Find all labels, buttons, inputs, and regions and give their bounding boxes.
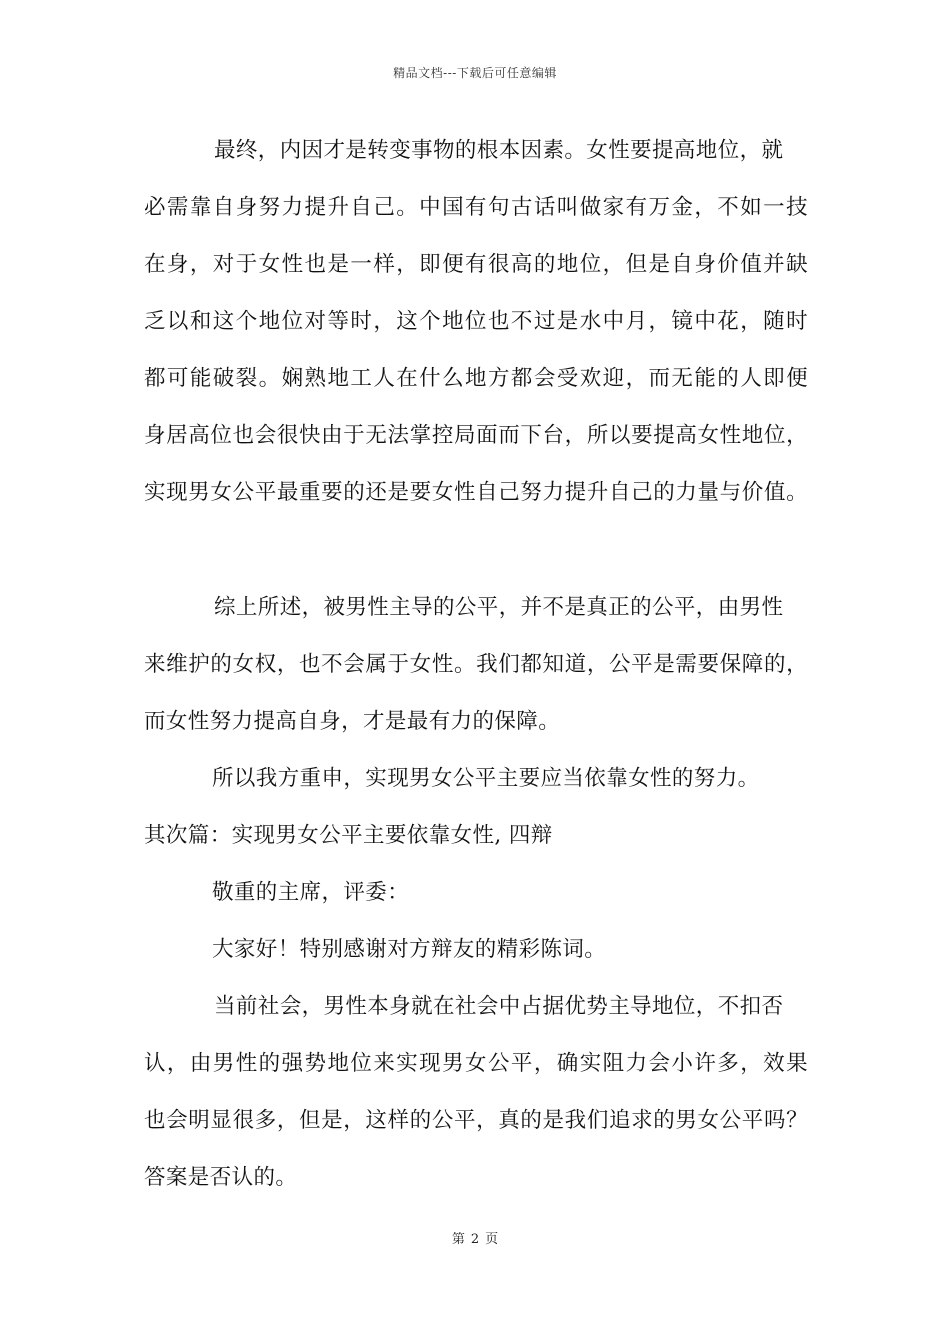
paragraph-line: 来维护的女权，也不会属于女性。我们都知道，公平是需要保障的， <box>144 652 808 677</box>
paragraph-line: 当前社会，男性本身就在社会中占据优势主导地位，不扣否 <box>214 994 784 1019</box>
salutation: 敬重的主席，评委： <box>212 880 410 905</box>
page-number-prefix: 第 <box>451 1232 465 1247</box>
page-footer <box>0 1228 950 1247</box>
paragraph-line: 都可能破裂。娴熟地工人在什么地方都会受欢迎，而无能的人即便 <box>144 366 808 391</box>
paragraph-line: 认，由男性的强势地位来实现男女公平，确实阻力会小许多，效果 <box>144 1051 808 1076</box>
page-number-suffix: 页 <box>485 1232 499 1247</box>
page-header: 精品文档---下载后可任意编辑 <box>393 66 557 80</box>
page-number: 2 <box>470 1232 480 1247</box>
paragraph-line: 所以我方重申，实现男女公平主要应当依靠女性的努力。 <box>212 766 760 791</box>
greeting: 大家好！特别感谢对方辩友的精彩陈词。 <box>212 937 607 962</box>
paragraph-line: 答案是否认的。 <box>144 1165 298 1190</box>
paragraph-line: 身居高位也会很快由于无法掌控局面而下台，所以要提高女性地位， <box>144 423 808 448</box>
paragraph-line: 乏以和这个地位对等时，这个地位也不过是水中月，镜中花，随时 <box>144 309 808 334</box>
paragraph-line: 最终，内因才是转变事物的根本因素。女性要提高地位，就 <box>214 138 784 163</box>
paragraph-line: 综上所述，被男性主导的公平，并不是真正的公平，由男性 <box>214 595 784 620</box>
paragraph-line: 实现男女公平最重要的还是要女性自己努力提升自己的力量与价值。 <box>144 480 808 505</box>
paragraph-line: 在身，对于女性也是一样，即便有很高的地位，但是自身价值并缺 <box>144 252 808 277</box>
paragraph-line: 也会明显很多，但是，这样的公平，真的是我们追求的男女公平吗？ <box>144 1108 808 1133</box>
paragraph-line: 而女性努力提高自身，才是最有力的保障。 <box>144 709 561 734</box>
paragraph-line: 必需靠自身努力提升自己。中国有句古话叫做家有万金，不如一技 <box>144 195 808 220</box>
section-title: 其次篇：实现男女公平主要依靠女性, 四辩 <box>144 823 553 848</box>
